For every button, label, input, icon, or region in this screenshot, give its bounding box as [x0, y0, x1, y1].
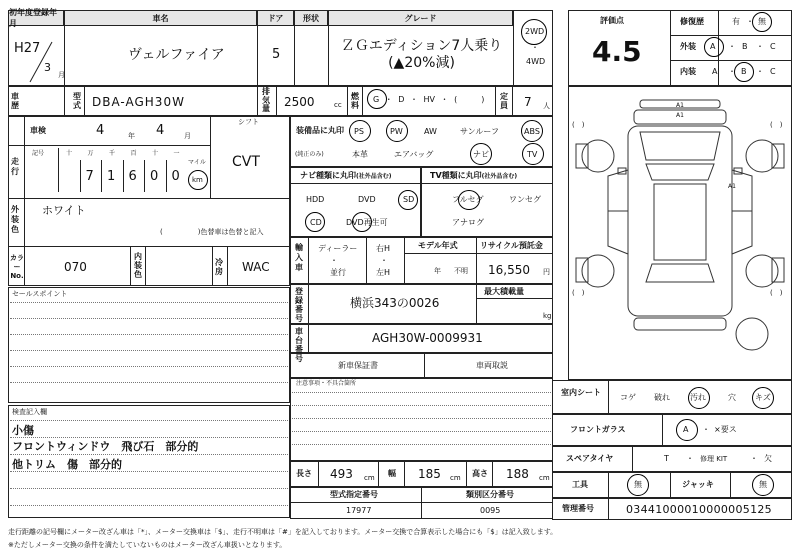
class-value: 0095	[480, 506, 501, 515]
sales-line	[10, 334, 288, 335]
inspector-line-1: 小傷	[12, 424, 34, 437]
year-era: H27	[14, 41, 41, 56]
mileage-digit-1: 1	[107, 169, 116, 184]
equip-ps: PS	[354, 127, 364, 136]
mileage-unit-2: 千	[109, 150, 116, 157]
sales-point-box	[8, 287, 290, 403]
equipment-sub: (純正のみ)	[295, 151, 324, 158]
mileage-digit-2: 6	[128, 169, 137, 184]
inspection-month: 4	[156, 123, 165, 138]
displacement-unit: cc	[334, 101, 342, 109]
navi-sub: (社外品含む)	[356, 173, 392, 180]
import-label: 輸入車	[295, 243, 303, 272]
height-value: 188	[506, 467, 529, 481]
seat-label: 室内シート	[561, 388, 601, 397]
import-sep2: ・	[380, 256, 388, 265]
equip-pw: PW	[390, 127, 403, 136]
navi-hdd: HDD	[306, 195, 325, 204]
designation-label: 型式指定番号	[330, 490, 378, 499]
spare-label: スペアタイヤ	[566, 454, 614, 463]
ext-dot2: ・	[756, 42, 764, 51]
sales-line	[10, 366, 288, 367]
width-label: 幅	[388, 469, 396, 478]
notes-label: 注意事項・不具合箇所	[296, 380, 357, 387]
equip-sunroof: サンルーフ	[460, 127, 499, 136]
glass-sep: ・	[702, 425, 710, 434]
recycle-unit: 円	[543, 268, 550, 276]
spare-none: 欠	[764, 454, 772, 463]
diag-mark-right: A1	[728, 183, 736, 190]
height-label: 高さ	[472, 469, 488, 478]
year-month-unit: 月	[58, 71, 65, 79]
capacity-unit: 人	[543, 102, 550, 110]
diag-mark-front2: A1	[676, 112, 684, 119]
vin-label: 車台番号	[295, 327, 303, 363]
inspector-line-2: フロントウィンドウ 飛び石 部分的	[12, 440, 199, 453]
max-load-unit: kg	[543, 312, 552, 320]
model-year-label: モデル年式	[418, 241, 458, 250]
spare-t: T	[664, 454, 669, 463]
recycle-value: 16,550	[488, 263, 530, 277]
int-dot1: ・	[728, 67, 736, 76]
shape-label: 形状	[294, 10, 328, 26]
drive-sep: ・	[531, 43, 539, 52]
diag-paren-tr: ( )	[770, 121, 783, 129]
equipment-label: 装備品に丸印	[296, 126, 344, 135]
color-no-value: 070	[64, 260, 87, 274]
tv-label: TV種類に丸印(社外品含む)	[430, 171, 518, 180]
equip-airbag: エアバッグ	[394, 150, 434, 159]
inspection-year-unit: 年	[128, 132, 135, 140]
ext-dot1: ・	[728, 42, 736, 51]
year-slash	[8, 26, 64, 86]
model-value: DBA-AGH30W	[92, 95, 185, 109]
ext-c: C	[770, 42, 776, 51]
grade-label: グレード	[328, 10, 513, 26]
tools-value: 無	[634, 480, 642, 489]
seat-kizu: キズ	[755, 393, 771, 402]
width-value: 185	[418, 467, 441, 481]
spare-kit: 修理 KIT	[700, 455, 728, 463]
mileage-divider	[166, 160, 167, 192]
color-label: 外装色	[11, 205, 19, 234]
vin-value: AGH30W-0009931	[372, 331, 483, 345]
ext-b: B	[742, 42, 748, 51]
mileage-divider	[123, 160, 124, 192]
mileage-unit-0: 十	[66, 150, 73, 157]
import-sep1: ・	[330, 256, 338, 265]
shift-label: シフト	[238, 118, 259, 126]
mileage-digit-3: 0	[150, 169, 159, 184]
grade-value: ＺＧエディション7人乗り(▲20%減)	[340, 38, 503, 71]
mileage-label: 走行	[11, 157, 19, 176]
tv-sub: (社外品含む)	[481, 173, 518, 180]
sales-line	[10, 350, 288, 351]
repair-label: 修復歴	[680, 17, 704, 26]
navi-sd: SD	[403, 195, 415, 204]
rating-label: 評価点	[600, 16, 624, 25]
equip-navi: ナビ	[473, 150, 489, 159]
int-c: C	[770, 67, 776, 76]
car-diagram	[568, 86, 792, 380]
repair-yes: 有	[732, 17, 740, 26]
import-left: 左H	[376, 268, 391, 277]
tv-fullseg: フルセグ	[452, 195, 484, 204]
warranty-manual: 車両取説	[476, 361, 508, 370]
displacement-value: 2500	[284, 95, 315, 109]
manage-value: 03441000010000005125	[626, 503, 772, 516]
color-value: ホワイト	[42, 204, 86, 217]
name-label: 車名	[64, 10, 257, 26]
seat-yabure: 破れ	[654, 393, 670, 402]
length-label: 長さ	[296, 469, 312, 478]
registration-label: 登録番号	[295, 287, 303, 323]
diag-paren-tl: ( )	[572, 121, 585, 129]
repair-sep: ・	[746, 17, 754, 26]
inspection-year: 4	[96, 123, 105, 138]
sales-point-label: セールスポイント	[12, 290, 68, 298]
mileage-unit-mile: マイル	[188, 159, 206, 166]
spare-sep1: ・	[686, 454, 694, 463]
equip-tv: TV	[527, 150, 538, 159]
footer-line-2: ※ただしメーター交換の条件を満たしていないものはメーター改ざん車扱いとなります。	[8, 541, 287, 549]
ac-value: WAC	[242, 260, 270, 274]
footer-line-1: 走行距離の記号欄にメーター改ざん車は「*」、メーター交換車は「$」、走行不明車は「#」を記入しております。メーター交換で合算表示した場合にも「$」は記入致します。	[8, 528, 558, 536]
mileage-unit-4: 十	[152, 150, 159, 157]
mileage-unit-1: 万	[87, 150, 94, 157]
notes-box	[290, 378, 553, 461]
model-year-value: 不明	[454, 267, 468, 275]
int-label: 内装	[680, 67, 696, 76]
recycle-label: リサイクル預託金	[480, 241, 543, 250]
year-label: 初年度登録年月	[8, 10, 64, 26]
seat-yogore: 汚れ	[690, 393, 706, 402]
drive-2wd: 2WD	[525, 27, 545, 36]
jack-value: 無	[759, 480, 767, 489]
color-note: ( )色替車は色替と記入	[160, 228, 264, 236]
import-right: 右H	[376, 244, 391, 253]
mileage-unit-5: 一	[173, 150, 180, 157]
equip-aw: AW	[424, 127, 437, 136]
navi-dvd: DVD	[358, 195, 376, 204]
tools-label: 工具	[572, 480, 588, 489]
car-name: ヴェルファイア	[128, 47, 225, 63]
diag-paren-br: ( )	[770, 289, 783, 297]
drive-4wd: 4WD	[526, 57, 546, 66]
fuel-label: 燃料	[351, 92, 359, 110]
mileage-digit-0: 7	[85, 169, 94, 184]
year-month: 3	[44, 61, 51, 74]
max-load-label: 最大積載量	[484, 287, 524, 296]
door-label: ドア	[257, 10, 294, 26]
sales-line	[10, 302, 288, 303]
fuel-options: G ・ D ・ HV ・ ( )	[373, 95, 485, 104]
inspector-label: 検査記入欄	[12, 408, 47, 416]
import-dealer: ディーラー	[318, 244, 358, 253]
door-count: 5	[272, 47, 281, 62]
registration-value: 横浜343の0026	[350, 296, 440, 310]
equip-abs: ABS	[524, 127, 540, 136]
height-unit: cm	[539, 474, 550, 482]
int-b: B	[741, 67, 747, 76]
tv-analog: アナログ	[452, 218, 484, 227]
length-unit: cm	[364, 474, 375, 482]
capacity-value: 7	[524, 95, 532, 109]
model-year-unit: 年	[434, 267, 441, 275]
ext-label: 外装	[680, 42, 696, 51]
color-no-label: カラーNo.	[10, 254, 24, 280]
seat-koge: コゲ	[620, 393, 636, 402]
navi-cd: CD	[310, 218, 322, 227]
interior-color-label: 内装色	[134, 252, 142, 279]
warranty-box	[290, 353, 553, 378]
width-unit: cm	[450, 474, 461, 482]
jack-label: ジャッキ	[682, 480, 714, 489]
warranty-new-car: 新車保証書	[338, 361, 378, 370]
glass-label: フロントガラス	[570, 425, 626, 434]
equip-leather: 本革	[352, 150, 368, 159]
int-a: A	[712, 67, 718, 76]
sales-line	[10, 318, 288, 319]
glass-x: ×要ス	[714, 425, 737, 434]
tv-oneseg: ワンセグ	[509, 195, 541, 204]
class-label: 類別区分番号	[466, 490, 514, 499]
mileage-divider	[101, 160, 102, 192]
model-label: 型式	[73, 92, 81, 110]
navi-dvd-play: DVD再生可	[346, 218, 388, 227]
ac-label: 冷房	[215, 258, 223, 276]
import-parallel: 並行	[330, 268, 346, 277]
repair-no: 無	[758, 17, 766, 26]
glass-a: A	[683, 425, 689, 434]
sales-line	[10, 382, 288, 383]
length-value: 493	[330, 467, 353, 481]
manage-label: 管理番号	[562, 504, 594, 513]
ext-a: A	[710, 42, 716, 51]
mileage-unit-km: km	[192, 176, 203, 184]
mileage-divider	[80, 160, 81, 192]
spare-sep2: ・	[750, 454, 758, 463]
capacity-label: 定員	[500, 92, 508, 110]
seat-ana: 穴	[728, 393, 736, 402]
mileage-divider	[144, 160, 145, 192]
diag-paren-bl: ( )	[572, 289, 585, 297]
chassis-label: 車歴	[11, 92, 19, 110]
navi-label: ナビ種類に丸印(社外品含む)	[300, 171, 392, 180]
diag-mark-front1: A1	[676, 102, 684, 109]
int-dot2: ・	[756, 67, 764, 76]
mileage-unit-3: 百	[130, 150, 137, 157]
designation-value: 17977	[346, 506, 372, 515]
rating-value: 4.5	[592, 35, 642, 68]
shift-value: CVT	[232, 154, 260, 170]
displacement-label: 排気量	[262, 87, 270, 113]
inspection-label: 車検	[30, 126, 46, 135]
mileage-digit-4: 0	[171, 169, 180, 184]
equipment-box	[290, 116, 553, 167]
inspector-line-3: 他トリム 傷 部分的	[12, 458, 122, 471]
mileage-mark-label: 記号	[32, 150, 45, 157]
inspection-month-unit: 月	[184, 132, 191, 140]
